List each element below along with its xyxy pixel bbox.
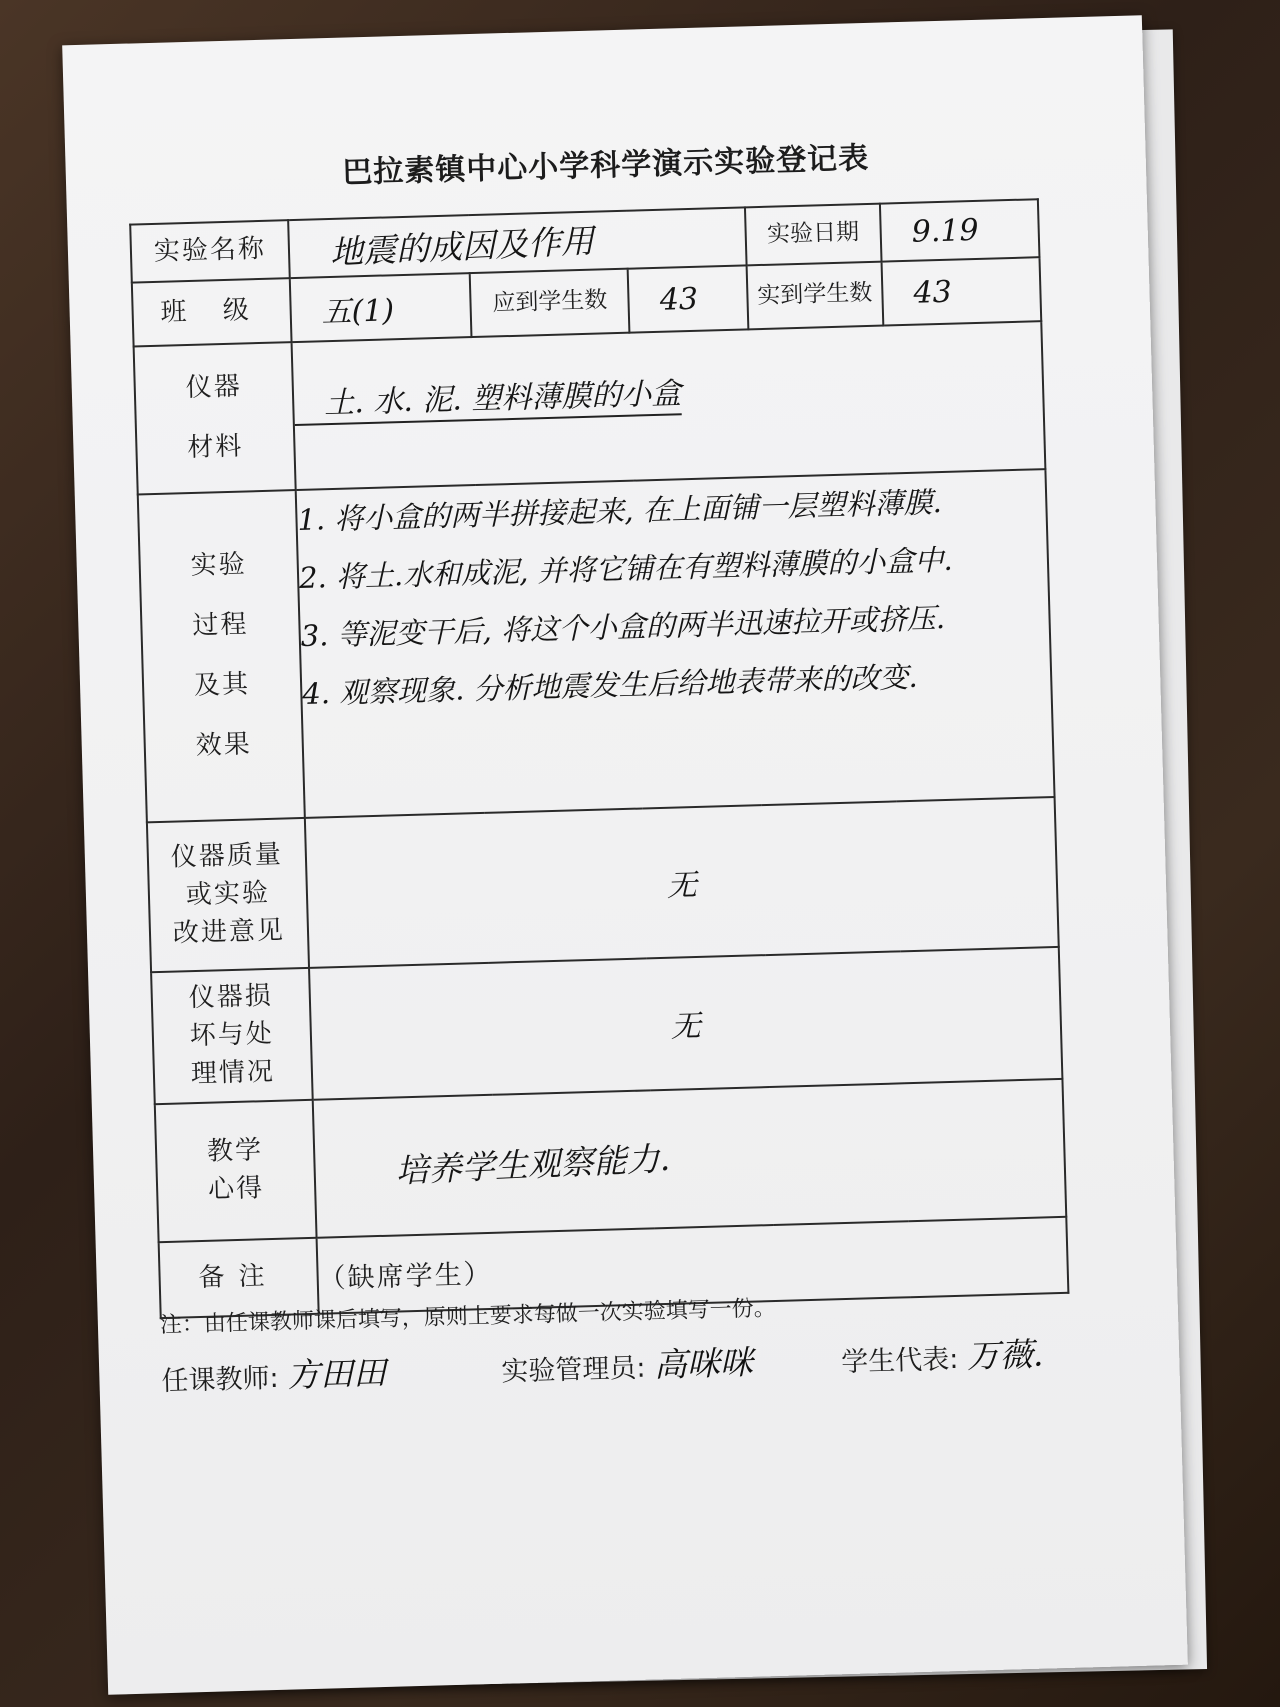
form-title: 巴拉素镇中心小学科学演示实验登记表	[341, 140, 870, 191]
value-remarks: （缺席学生）	[316, 1217, 1068, 1314]
value-reflection: 培养学生观察能力.	[394, 1138, 671, 1190]
label-process-line1: 实验	[190, 549, 248, 582]
value-damage-handling: 无	[670, 1008, 702, 1045]
student-rep-signature	[840, 1329, 1043, 1382]
label-process	[138, 490, 305, 822]
value-experiment-name: 地震的成因及作用	[329, 220, 595, 272]
value-class: 五(1)	[321, 293, 395, 331]
label-expected-students: 应到学生数	[470, 269, 630, 337]
student-rep-label: 学生代表:	[840, 1343, 959, 1379]
footnote: 注：由任课教师课后填写，原则上要求每做一次实验填写一份。	[159, 1295, 777, 1339]
value-materials: 土. 水. 泥. 塑料薄膜的小盒	[294, 376, 682, 426]
label-reflection-line1: 教学	[206, 1135, 264, 1168]
teacher-label: 任课教师:	[161, 1362, 280, 1398]
value-quality-opinion: 无	[666, 868, 698, 904]
label-materials-line2: 材料	[186, 431, 244, 464]
admin-name: 高咪咪	[653, 1342, 754, 1385]
label-damage-line2: 坏与处	[189, 1019, 275, 1052]
process-step: 4. 观察现象. 分析地震发生后给地表带来的改变.	[301, 659, 919, 711]
cell-process-steps	[296, 469, 1055, 818]
label-remarks: 备注	[159, 1238, 319, 1318]
label-quality-line2: 或实验	[185, 878, 271, 911]
label-damage-handling	[151, 968, 313, 1104]
row-process	[138, 469, 1055, 822]
label-reflection	[155, 1100, 317, 1242]
cell-materials	[291, 321, 1045, 490]
cell-class	[290, 273, 472, 342]
process-step: 2. 将土.水和成泥, 并将它铺在有塑料薄膜的小盒中.	[298, 542, 954, 595]
row-reflection	[155, 1079, 1066, 1242]
process-step: 3. 等泥变干后, 将这个小盒的两半迅速拉开或挤压.	[300, 600, 946, 653]
row-damage-handling	[151, 947, 1062, 1104]
label-materials	[134, 342, 296, 494]
label-class: 班 级	[132, 278, 292, 346]
value-actual-students: 43	[912, 274, 953, 311]
label-experiment-name: 实验名称	[130, 220, 289, 282]
label-damage-line1: 仪器损	[188, 981, 274, 1014]
student-rep-name: 万薇.	[966, 1334, 1044, 1376]
label-process-line3: 及其	[193, 669, 251, 701]
admin-label: 实验管理员:	[500, 1352, 646, 1388]
label-quality-line3: 改进意见	[172, 915, 286, 949]
teacher-name: 方田田	[286, 1352, 387, 1395]
experiment-registration-table	[129, 198, 1069, 1319]
label-quality-line1: 仪器质量	[170, 840, 284, 874]
process-step: 1. 将小盒的两半拼接起来, 在上面铺一层塑料薄膜.	[296, 485, 943, 538]
teacher-signature	[161, 1347, 387, 1400]
label-reflection-line2: 心得	[207, 1173, 265, 1205]
label-process-line2: 过程	[191, 609, 249, 642]
value-experiment-date: 9.19	[911, 212, 980, 250]
registration-form-sheet	[62, 15, 1188, 1695]
admin-signature	[501, 1337, 754, 1391]
cell-damage-handling	[309, 947, 1062, 1100]
cell-expected-students	[628, 265, 748, 332]
value-expected-students: 43	[659, 281, 699, 318]
cell-actual-students	[882, 257, 1042, 325]
cell-experiment-date	[880, 199, 1040, 261]
label-materials-line1: 仪器	[185, 371, 243, 404]
label-actual-students: 实到学生数	[746, 262, 883, 330]
row-materials	[134, 321, 1046, 494]
cell-reflection	[313, 1079, 1067, 1238]
label-quality-opinion	[147, 818, 309, 972]
label-process-line4: 效果	[195, 729, 253, 761]
row-quality-opinion	[147, 797, 1059, 972]
label-experiment-date: 实验日期	[745, 204, 882, 266]
cell-quality-opinion	[305, 797, 1059, 968]
label-damage-line3: 理情况	[190, 1056, 276, 1090]
